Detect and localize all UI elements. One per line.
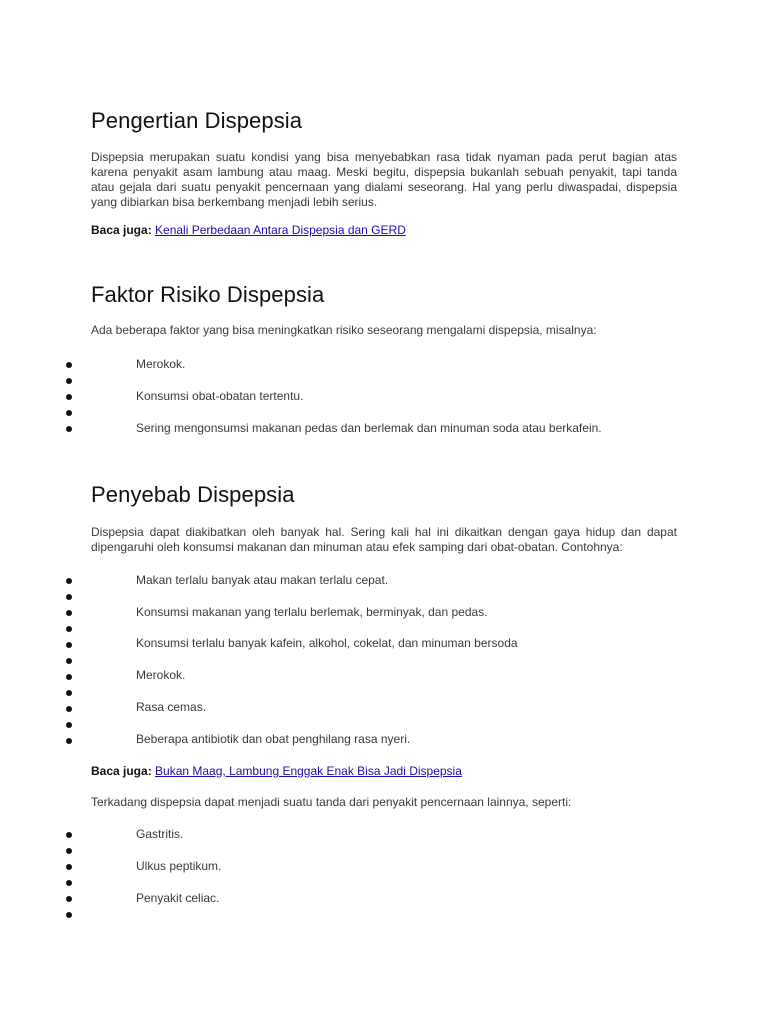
list-item: Konsumsi obat-obatan tertentu. [136, 389, 304, 403]
read-also-link-maag[interactable]: Bukan Maag, Lambung Enggak Enak Bisa Jadi Dispepsia [155, 764, 462, 778]
list-item: Ulkus peptikum. [136, 859, 222, 873]
list-item: Merokok. [136, 357, 186, 371]
list-bullet [66, 848, 72, 854]
list-bullet [66, 896, 72, 902]
list-item: Makan terlalu banyak atau makan terlalu cepat. [136, 573, 389, 587]
list-bullet [66, 394, 72, 400]
list-bullet [66, 722, 72, 728]
paragraph-faktor-intro: Ada beberapa faktor yang bisa meningkatkan risiko seseorang mengalami dispepsia, misalnya: [91, 323, 597, 337]
paragraph-penyebab-intro: Dispepsia dapat diakibatkan oleh banyak hal. Sering kali hal ini dikaitkan dengan gaya hidup dan dapat dipengaruhi oleh konsumsi makanan dan minuman atau efek samping dari obat-obatan. Contohnya: [91, 525, 677, 554]
heading-faktor-risiko: Faktor Risiko Dispepsia [91, 282, 325, 307]
list-bullet [66, 880, 72, 886]
list-bullet [66, 594, 72, 600]
list-bullet [66, 674, 72, 680]
list-bullet [66, 626, 72, 632]
list-item: Gastritis. [136, 827, 184, 841]
heading-pengertian: Pengertian Dispepsia [91, 108, 303, 133]
list-item: Konsumsi terlalu banyak kafein, alkohol, cokelat, dan minuman bersoda [136, 636, 518, 650]
list-bullet [66, 610, 72, 616]
list-bullet [66, 642, 72, 648]
list-bullet [66, 658, 72, 664]
list-bullet [66, 578, 72, 584]
list-bullet [66, 410, 72, 416]
list-bullet [66, 706, 72, 712]
list-item: Merokok. [136, 668, 186, 682]
list-bullet [66, 912, 72, 918]
paragraph-pengertian: Dispepsia merupakan suatu kondisi yang bisa menyebabkan rasa tidak nyaman pada perut bagian atas karena penyakit asam lambung atau maag. Meski begitu, dispepsia bukanlah sebuah penyakit, tapi tanda atau gejala dari suatu penyakit pencernaan yang dialami seseorang. Hal yang perlu diwaspadai, dispepsia yang dibiarkan bisa berkembang menjadi lebih serius. [91, 150, 677, 209]
list-item: Beberapa antibiotik dan obat penghilang rasa nyeri. [136, 732, 411, 746]
read-also-1 [91, 223, 406, 237]
paragraph-penyebab-outro: Terkadang dispepsia dapat menjadi suatu tanda dari penyakit pencernaan lainnya, seperti: [91, 795, 572, 809]
list-bullet [66, 362, 72, 368]
heading-penyebab: Penyebab Dispepsia [91, 482, 295, 507]
read-also-link-gerd[interactable]: Kenali Perbedaan Antara Dispepsia dan GERD [155, 223, 406, 237]
list-bullet [66, 690, 72, 696]
list-bullet [66, 426, 72, 432]
list-bullet [66, 738, 72, 744]
list-bullet [66, 832, 72, 838]
list-item: Penyakit celiac. [136, 891, 220, 905]
read-also-label: Baca juga: [91, 223, 152, 237]
read-also-label: Baca juga: [91, 764, 152, 778]
list-item: Konsumsi makanan yang terlalu berlemak, berminyak, dan pedas. [136, 605, 488, 619]
list-item: Rasa cemas. [136, 700, 207, 714]
list-bullet [66, 864, 72, 870]
read-also-2 [91, 764, 462, 778]
list-bullet [66, 378, 72, 384]
list-item: Sering mengonsumsi makanan pedas dan berlemak dan minuman soda atau berkafein. [136, 421, 602, 435]
